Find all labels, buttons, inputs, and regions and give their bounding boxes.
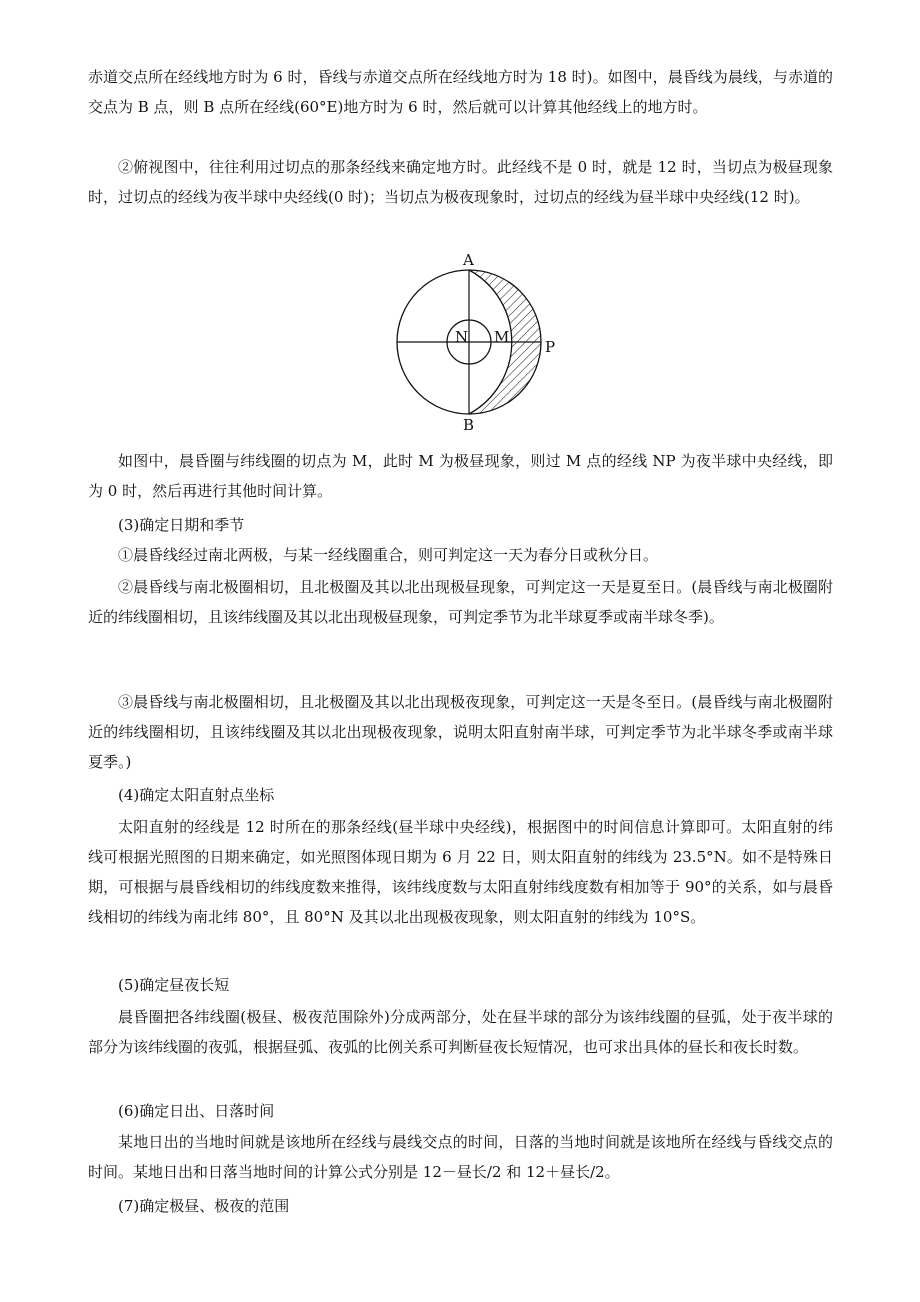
paragraph-sunrise-sunset: 某地日出的当地时间就是该地所在经线与晨线交点的时间，日落的当地时间就是该地所在经线与昏线交点的时间。某地日出和日落当地时间的计算公式分别是 12－昼长/2 和 12＋昼长/2。 [88,1133,833,1181]
polar-view-diagram [388,250,558,432]
heading-polar-range: (7)确定极昼、极夜的范围 [118,1197,290,1215]
heading-date-season: (3)确定日期和季节 [118,516,245,534]
paragraph-winter-solstice: ③晨昏线与南北极圈相切，且北极圈及其以北出现极夜现象，可判定这一天是冬至日。(晨昏线与南北极圈附近的纬线圈相切，且该纬线圈及其以北出现极夜现象，说明太阳直射南半球，可判定季节为北半球冬季或南半球夏季。) [88,693,833,771]
paragraph-direct-point: 太阳直射的经线是 12 时所在的那条经线(昼半球中央经线)，根据图中的时间信息计算即可。太阳直射的纬线可根据光照图的日期来确定，如光照图体现日期为 6 月 22 日，则太阳直射的纬线为 23.5°N。如不是特殊日期，可根据与晨昏线相切的纬线度数来推得，该纬线度数与太阳直射纬线度数有相加等于 90°的关系，如与晨昏线相切的纬线为南北纬 80°，且 80°N 及其以北出现极夜现象，则太阳直射的纬线为 10°S。 [88,818,833,926]
label-p: P [545,338,556,356]
label-n: N [455,328,469,346]
diagram-svg [388,250,558,432]
paragraph-day-length: 晨昏圈把各纬线圈(极昼、极夜范围除外)分成两部分，处在昼半球的部分为该纬线圈的昼弧，处于夜半球的部分为该纬线圈的夜弧，根据昼弧、夜弧的比例关系可判断昼夜长短情况，也可求出具体的昼长和夜长时数。 [88,1008,833,1056]
label-b: B [463,416,475,432]
paragraph-time-calc-continued: 赤道交点所在经线地方时为 6 时，昏线与赤道交点所在经线地方时为 18 时)。如图中，晨昏线为晨线，与赤道的交点为 B 点，则 B 点所在经线(60°E)地方时为 6 时，然后就可以计算其他经线上的地方时。 [88,68,833,116]
label-a: A [463,251,474,269]
paragraph-equinox: ①晨昏线经过南北两极，与某一经线圈重合，则可判定这一天为春分日或秋分日。 [118,546,659,564]
paragraph-figure-explanation: 如图中，晨昏圈与纬线圈的切点为 M，此时 M 为极昼现象，则过 M 点的经线 NP 为夜半球中央经线，即为 0 时，然后再进行其他时间计算。 [88,452,833,500]
paragraph-summer-solstice: ②晨昏线与南北极圈相切，且北极圈及其以北出现极昼现象，可判定这一天是夏至日。(晨昏线与南北极圈附近的纬线圈相切，且该纬线圈及其以北出现极昼现象，可判定季节为北半球夏季或南半球冬季)。 [88,578,833,626]
label-m: M [494,328,510,346]
paragraph-polar-view: ②俯视图中，往往利用过切点的那条经线来确定地方时。此经线不是 0 时，就是 12 时，当切点为极昼现象时，过切点的经线为夜半球中央经线(0 时)；当切点为极夜现象时，过切点的经线为昼半球中央经线(12 时)。 [88,158,833,206]
heading-sunrise-sunset: (6)确定日出、日落时间 [118,1102,275,1120]
heading-day-length: (5)确定昼夜长短 [118,976,230,994]
heading-direct-point: (4)确定太阳直射点坐标 [118,786,275,804]
